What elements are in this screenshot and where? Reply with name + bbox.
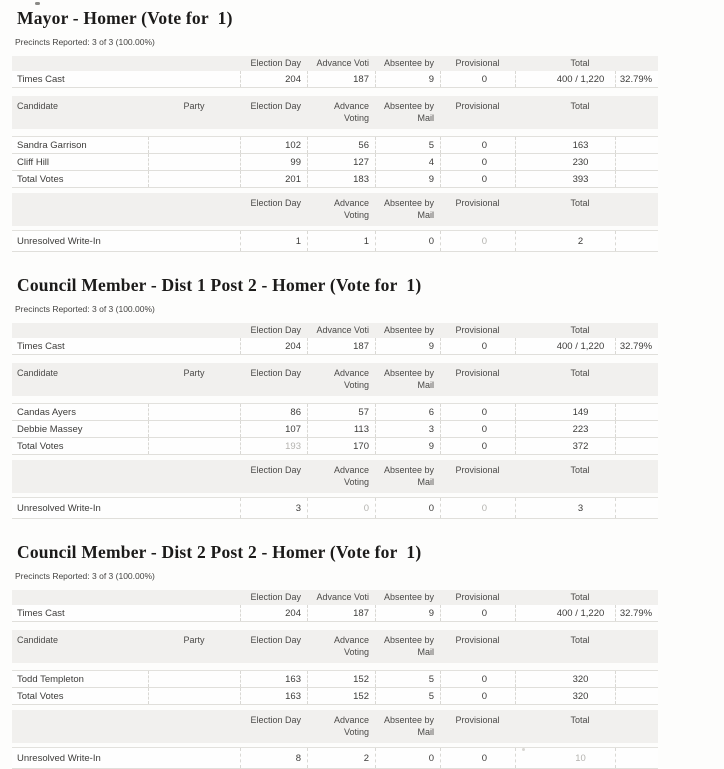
candidate-header-absentee: Absentee by Mail (383, 368, 434, 390)
cell-provisional: 0 (440, 671, 515, 687)
cell-percent (615, 438, 658, 454)
candidate-header-candidate: Candidate (17, 635, 59, 645)
writein-advance-voting: 0 (307, 498, 375, 518)
candidate-name: Todd Templeton (17, 673, 84, 685)
cell-advance-voting: 152 (307, 671, 375, 687)
cell-provisional: 0 (440, 688, 515, 704)
writein-header-row (12, 460, 658, 493)
times-cast-absentee: 9 (375, 71, 440, 87)
cell-absentee: 5 (375, 671, 440, 687)
table-gap (12, 88, 658, 96)
writein-total: 3 (515, 498, 615, 518)
candidate-header-total: Total (570, 368, 590, 378)
summary-header-row (12, 590, 658, 605)
writein-header-total: Total (570, 715, 590, 725)
times-cast-advance-voting: 187 (307, 71, 375, 87)
contest-section (12, 8, 658, 252)
candidate-row (12, 154, 658, 171)
cell-provisional: 0 (440, 171, 515, 187)
writein-header-provisional: Provisional (455, 465, 500, 475)
candidate-header-advance-voting: Advance Voting (333, 635, 369, 657)
writein-advance-voting: 1 (307, 231, 375, 251)
summary-header-advance-voting: Advance Voti (316, 592, 369, 602)
contest-title: Council Member - Dist 2 Post 2 - Homer (Vote for 1) (17, 542, 422, 562)
writein-advance-voting: 2 (307, 748, 375, 768)
candidate-rows (12, 403, 658, 455)
candidate-header-percent-spacer (615, 634, 658, 663)
candidate-header-row (12, 96, 658, 129)
table-gap (12, 129, 658, 136)
candidate-rows (12, 136, 658, 188)
cell-absentee: 5 (375, 137, 440, 153)
table-gap (12, 355, 658, 363)
cell-total: 149 (515, 404, 615, 420)
candidate-row (12, 438, 658, 455)
times-cast-label: Times Cast (17, 607, 65, 619)
writein-absentee: 0 (375, 231, 440, 251)
candidate-name: Sandra Garrison (17, 139, 87, 151)
candidate-header-party: Party (183, 368, 205, 378)
candidate-row (12, 137, 658, 154)
candidate-party (148, 404, 240, 420)
summary-header-election-day: Election Day (250, 58, 301, 68)
candidate-rows (12, 670, 658, 705)
cell-advance-voting: 57 (307, 404, 375, 420)
writein-row (12, 230, 658, 252)
candidate-header-absentee: Absentee by Mail (383, 635, 434, 657)
candidate-header-candidate: Candidate (17, 368, 59, 378)
cell-total: 320 (515, 671, 615, 687)
summary-header-spacer (12, 56, 240, 71)
cell-percent (615, 421, 658, 437)
candidate-party (148, 137, 240, 153)
results-table (12, 323, 658, 519)
cell-advance-voting: 152 (307, 688, 375, 704)
candidate-header-percent-spacer (615, 100, 658, 129)
times-cast-absentee: 9 (375, 338, 440, 354)
summary-header-total: Total (570, 58, 590, 68)
cell-advance-voting: 56 (307, 137, 375, 153)
document-body (12, 8, 724, 769)
cell-percent (615, 404, 658, 420)
cell-provisional: 0 (440, 438, 515, 454)
candidate-header-advance-voting: Advance Voting (333, 101, 369, 123)
writein-header-absentee: Absentee by Mail (383, 198, 434, 220)
cell-provisional: 0 (440, 421, 515, 437)
contest-section (12, 275, 658, 519)
cell-absentee: 5 (375, 688, 440, 704)
precincts-reported: Precincts Reported: 3 of 3 (100.00%) (15, 304, 155, 314)
candidate-header-total: Total (570, 635, 590, 645)
summary-header-election-day: Election Day (250, 592, 301, 602)
cell-election-day: 201 (240, 171, 307, 187)
cell-total: 230 (515, 154, 615, 170)
times-cast-advance-voting: 187 (307, 338, 375, 354)
writein-header-spacer (12, 714, 240, 743)
table-gap (12, 396, 658, 403)
times-cast-total: 400 / 1,220 (515, 338, 615, 354)
candidate-header-election-day: Election Day (250, 635, 301, 645)
summary-header-advance-voting: Advance Voti (316, 58, 369, 68)
cell-total: 372 (515, 438, 615, 454)
times-cast-percent: 32.79% (615, 71, 658, 87)
candidate-name: Total Votes (17, 173, 64, 185)
writein-election-day: 1 (240, 231, 307, 251)
writein-header-total: Total (570, 465, 590, 475)
candidate-header-advance-voting: Advance Voting (333, 368, 369, 390)
summary-header-total: Total (570, 592, 590, 602)
times-cast-total: 400 / 1,220 (515, 71, 615, 87)
candidate-row (12, 671, 658, 688)
times-cast-label: Times Cast (17, 340, 65, 352)
cell-election-day: 86 (240, 404, 307, 420)
candidate-header-row (12, 630, 658, 663)
times-cast-provisional: 0 (440, 71, 515, 87)
cell-election-day: 102 (240, 137, 307, 153)
writein-header-provisional: Provisional (455, 715, 500, 725)
cell-provisional: 0 (440, 137, 515, 153)
cell-total: 393 (515, 171, 615, 187)
cell-advance-voting: 113 (307, 421, 375, 437)
candidate-name: Cliff Hill (17, 156, 50, 168)
summary-header-absentee: Absentee by (383, 592, 434, 602)
cell-percent (615, 154, 658, 170)
writein-header-row (12, 193, 658, 226)
cell-election-day: 107 (240, 421, 307, 437)
cell-absentee: 3 (375, 421, 440, 437)
contest-section (12, 542, 658, 769)
writein-percent (615, 748, 658, 768)
candidate-party (148, 688, 240, 704)
summary-header-provisional: Provisional (455, 592, 500, 602)
table-gap (12, 622, 658, 630)
times-cast-percent: 32.79% (615, 605, 658, 621)
candidate-header-candidate: Candidate (17, 101, 59, 111)
scan-speck (35, 2, 40, 5)
results-table (12, 56, 658, 252)
candidate-header-provisional: Provisional (455, 101, 500, 111)
cell-election-day: 99 (240, 154, 307, 170)
writein-header-spacer (12, 197, 240, 226)
summary-header-row (12, 323, 658, 338)
table-gap (12, 663, 658, 670)
candidate-party (148, 671, 240, 687)
cell-total: 163 (515, 137, 615, 153)
candidate-row (12, 688, 658, 705)
cell-election-day: 163 (240, 671, 307, 687)
summary-header-advance-voting: Advance Voti (316, 325, 369, 335)
candidate-party (148, 154, 240, 170)
summary-header-absentee: Absentee by (383, 58, 434, 68)
times-cast-row (12, 605, 658, 622)
writein-total: 2 (515, 231, 615, 251)
writein-header-advance-voting: Advance Voting (333, 198, 369, 220)
writein-election-day: 3 (240, 498, 307, 518)
candidate-name: Total Votes (17, 440, 64, 452)
candidate-party (148, 421, 240, 437)
summary-header-provisional: Provisional (455, 58, 500, 68)
writein-percent (615, 498, 658, 518)
writein-total: 10 (515, 748, 615, 768)
summary-header-percent-spacer (615, 323, 658, 338)
candidate-header-party: Party (183, 101, 205, 111)
cell-total: 223 (515, 421, 615, 437)
cell-total: 320 (515, 688, 615, 704)
writein-label: Unresolved Write-In (17, 235, 101, 247)
cell-absentee: 6 (375, 404, 440, 420)
writein-header-election-day: Election Day (250, 465, 301, 475)
cell-percent (615, 137, 658, 153)
writein-absentee: 0 (375, 748, 440, 768)
summary-header-absentee: Absentee by (383, 325, 434, 335)
cell-advance-voting: 183 (307, 171, 375, 187)
scan-speck (522, 748, 525, 751)
writein-provisional: 0 (440, 498, 515, 518)
cell-provisional: 0 (440, 154, 515, 170)
times-cast-election-day: 204 (240, 605, 307, 621)
candidate-header-election-day: Election Day (250, 368, 301, 378)
writein-row (12, 497, 658, 519)
times-cast-advance-voting: 187 (307, 605, 375, 621)
cell-absentee: 9 (375, 438, 440, 454)
writein-header-advance-voting: Advance Voting (333, 715, 369, 737)
times-cast-row (12, 71, 658, 88)
writein-header-row (12, 710, 658, 743)
cell-election-day: 193 (240, 438, 307, 454)
writein-header-spacer (12, 464, 240, 493)
summary-header-percent-spacer (615, 56, 658, 71)
times-cast-provisional: 0 (440, 605, 515, 621)
candidate-header-party: Party (183, 635, 205, 645)
summary-header-election-day: Election Day (250, 325, 301, 335)
writein-percent (615, 231, 658, 251)
summary-header-row (12, 56, 658, 71)
candidate-header-total: Total (570, 101, 590, 111)
writein-row (12, 747, 658, 769)
times-cast-row (12, 338, 658, 355)
writein-absentee: 0 (375, 498, 440, 518)
writein-header-total: Total (570, 198, 590, 208)
cell-absentee: 4 (375, 154, 440, 170)
candidate-header-absentee: Absentee by Mail (383, 101, 434, 123)
times-cast-absentee: 9 (375, 605, 440, 621)
writein-header-absentee: Absentee by Mail (383, 465, 434, 487)
summary-header-spacer (12, 323, 240, 338)
cell-election-day: 163 (240, 688, 307, 704)
times-cast-election-day: 204 (240, 338, 307, 354)
writein-label: Unresolved Write-In (17, 752, 101, 764)
writein-header-election-day: Election Day (250, 715, 301, 725)
writein-header-percent-spacer (615, 714, 658, 743)
writein-provisional: 0 (440, 748, 515, 768)
candidate-header-provisional: Provisional (455, 368, 500, 378)
times-cast-label: Times Cast (17, 73, 65, 85)
cell-advance-voting: 170 (307, 438, 375, 454)
summary-header-provisional: Provisional (455, 325, 500, 335)
precincts-reported: Precincts Reported: 3 of 3 (100.00%) (15, 571, 155, 581)
writein-header-percent-spacer (615, 464, 658, 493)
cell-advance-voting: 127 (307, 154, 375, 170)
candidate-party (148, 438, 240, 454)
contest-title: Mayor - Homer (Vote for 1) (17, 8, 233, 28)
cell-absentee: 9 (375, 171, 440, 187)
writein-election-day: 8 (240, 748, 307, 768)
candidate-header-election-day: Election Day (250, 101, 301, 111)
candidate-name: Candas Ayers (17, 406, 76, 418)
candidate-name: Total Votes (17, 690, 64, 702)
cell-provisional: 0 (440, 404, 515, 420)
writein-provisional: 0 (440, 231, 515, 251)
candidate-row (12, 404, 658, 421)
times-cast-provisional: 0 (440, 338, 515, 354)
times-cast-election-day: 204 (240, 71, 307, 87)
times-cast-percent: 32.79% (615, 338, 658, 354)
summary-header-percent-spacer (615, 590, 658, 605)
writein-header-absentee: Absentee by Mail (383, 715, 434, 737)
results-table (12, 590, 658, 769)
summary-header-spacer (12, 590, 240, 605)
candidate-name: Debbie Massey (17, 423, 83, 435)
candidate-header-percent-spacer (615, 367, 658, 396)
candidate-header-row (12, 363, 658, 396)
times-cast-total: 400 / 1,220 (515, 605, 615, 621)
contest-title: Council Member - Dist 1 Post 2 - Homer (Vote for 1) (17, 275, 422, 295)
cell-percent (615, 671, 658, 687)
candidate-party (148, 171, 240, 187)
writein-header-provisional: Provisional (455, 198, 500, 208)
candidate-header-provisional: Provisional (455, 635, 500, 645)
summary-header-total: Total (570, 325, 590, 335)
cell-percent (615, 688, 658, 704)
candidate-row (12, 421, 658, 438)
writein-label: Unresolved Write-In (17, 502, 101, 514)
writein-header-election-day: Election Day (250, 198, 301, 208)
precincts-reported: Precincts Reported: 3 of 3 (100.00%) (15, 37, 155, 47)
writein-header-percent-spacer (615, 197, 658, 226)
cell-percent (615, 171, 658, 187)
writein-header-advance-voting: Advance Voting (333, 465, 369, 487)
candidate-row (12, 171, 658, 188)
